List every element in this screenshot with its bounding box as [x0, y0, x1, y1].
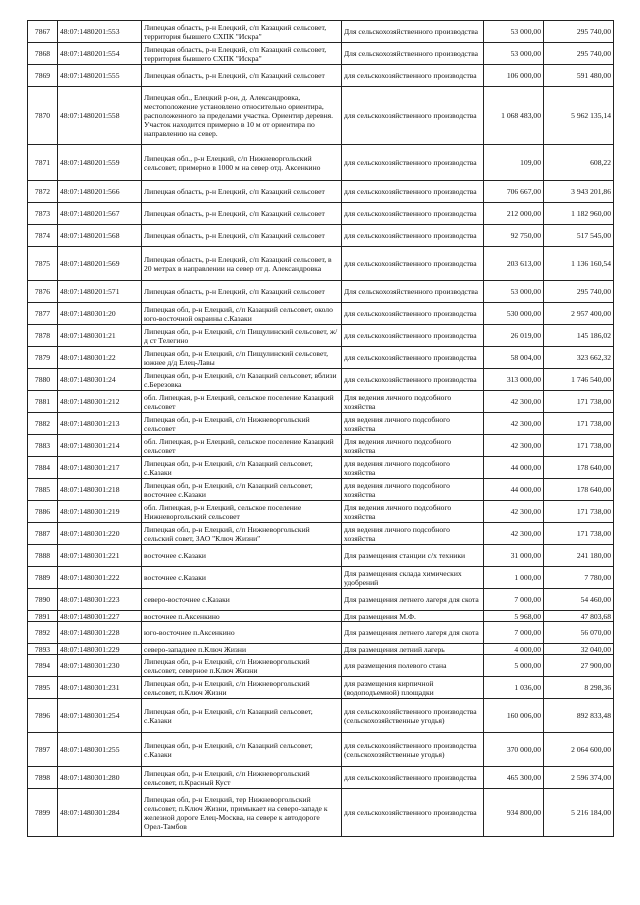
permitted-use-cell: для сельскохозяйственного производства — [342, 203, 484, 225]
area-cell: 42 300,00 — [484, 523, 544, 545]
area-cell: 42 300,00 — [484, 413, 544, 435]
cadastral-number-cell: 48:07:1480201:559 — [58, 145, 142, 181]
cadastral-number-cell: 48:07:1480301:214 — [58, 435, 142, 457]
cadastral-number-cell: 48:07:1480301:222 — [58, 567, 142, 589]
cadastral-number-cell: 48:07:1480301:219 — [58, 501, 142, 523]
table-row — [28, 789, 614, 837]
table-row — [28, 457, 614, 479]
table-row — [28, 589, 614, 611]
permitted-use-cell: для ведения личного подсобного хозяйства — [342, 479, 484, 501]
document-page — [27, 20, 613, 837]
address-cell: Липецкая область, р-н Елецкий, с/п Казацкий сельсовет, территория бывшего СХПК "Искра" — [142, 21, 342, 43]
area-cell: 42 300,00 — [484, 501, 544, 523]
table-row — [28, 225, 614, 247]
cadastral-number-cell: 48:07:1480301:22 — [58, 347, 142, 369]
row-number-cell: 7880 — [28, 369, 58, 391]
row-number-cell: 7876 — [28, 281, 58, 303]
area-cell: 53 000,00 — [484, 21, 544, 43]
cadastral-value-cell: 1 746 540,00 — [544, 369, 614, 391]
cadastral-number-cell: 48:07:1480301:223 — [58, 589, 142, 611]
table-row — [28, 435, 614, 457]
area-cell: 109,00 — [484, 145, 544, 181]
permitted-use-cell: Для сельскохозяйственного производства — [342, 281, 484, 303]
address-cell: Липецкая область, р-н Елецкий, с/п Казацкий сельсовет, территория бывшего СХПК "Искра" — [142, 43, 342, 65]
permitted-use-cell: для ведения личного подсобного хозяйства — [342, 523, 484, 545]
cadastral-value-cell: 5 962 135,14 — [544, 87, 614, 145]
cadastral-value-cell: 591 480,00 — [544, 65, 614, 87]
address-cell: северо-восточнее с.Казаки — [142, 589, 342, 611]
table-row — [28, 767, 614, 789]
area-cell: 106 000,00 — [484, 65, 544, 87]
area-cell: 160 006,00 — [484, 699, 544, 733]
cadastral-number-cell: 48:07:1480301:212 — [58, 391, 142, 413]
permitted-use-cell: для сельскохозяйственного производства — [342, 181, 484, 203]
row-number-cell: 7899 — [28, 789, 58, 837]
cadastral-number-cell: 48:07:1480301:220 — [58, 523, 142, 545]
row-number-cell: 7893 — [28, 644, 58, 655]
area-cell: 7 000,00 — [484, 622, 544, 644]
row-number-cell: 7874 — [28, 225, 58, 247]
table-row — [28, 611, 614, 622]
table-row — [28, 281, 614, 303]
cadastral-value-cell: 171 738,00 — [544, 435, 614, 457]
address-cell: Липецкая обл, р-н Елецкий, с/п Нижневоргольский сельсовет, п.Красный Куст — [142, 767, 342, 789]
row-number-cell: 7885 — [28, 479, 58, 501]
address-cell: Липецкая обл., р-н Елецкий, с/п Нижневоргольский сельсовет, примерно в 1000 м на север отд. Аксенкино — [142, 145, 342, 181]
address-cell: Липецкая область, р-н Елецкий, с/п Казацкий сельсовет — [142, 65, 342, 87]
area-cell: 706 667,00 — [484, 181, 544, 203]
cadastral-number-cell: 48:07:1480301:229 — [58, 644, 142, 655]
area-cell: 42 300,00 — [484, 435, 544, 457]
cadastral-value-cell: 27 900,00 — [544, 655, 614, 677]
cadastral-value-cell: 171 738,00 — [544, 391, 614, 413]
permitted-use-cell: для сельскохозяйственного производства — [342, 247, 484, 281]
table-row — [28, 677, 614, 699]
cadastral-value-cell: 5 216 184,00 — [544, 789, 614, 837]
address-cell: Липецкая обл, р-н Елецкий, с/п Нижневоргольский сельский совет, ЗАО "Ключ Жизни" — [142, 523, 342, 545]
area-cell: 26 019,00 — [484, 325, 544, 347]
table-row — [28, 347, 614, 369]
row-number-cell: 7871 — [28, 145, 58, 181]
address-cell: Липецкая обл, р-н Елецкий, с/п Казацкий сельсовет, около юго-восточной окраины с.Казаки — [142, 303, 342, 325]
permitted-use-cell: для сельскохозяйственного производства (сельскохозяйственные угодья) — [342, 733, 484, 767]
address-cell: Липецкая обл, р-н Елецкий, с/п Казацкий сельсовет, с.Казаки — [142, 699, 342, 733]
cadastral-value-cell: 1 182 960,00 — [544, 203, 614, 225]
permitted-use-cell: Для размещения летний лагерь — [342, 644, 484, 655]
cadastral-number-cell: 48:07:1480301:221 — [58, 545, 142, 567]
address-cell: обл. Липецкая, р-н Елецкий, сельское поселение Казацкий сельсовет — [142, 391, 342, 413]
row-number-cell: 7869 — [28, 65, 58, 87]
area-cell: 370 000,00 — [484, 733, 544, 767]
table-row — [28, 655, 614, 677]
cadastral-number-cell: 48:07:1480301:280 — [58, 767, 142, 789]
table-body — [28, 21, 614, 837]
table-row — [28, 413, 614, 435]
area-cell: 44 000,00 — [484, 479, 544, 501]
row-number-cell: 7882 — [28, 413, 58, 435]
row-number-cell: 7873 — [28, 203, 58, 225]
address-cell: Липецкая обл, р-н Елецкий, с/п Нижневоргольский сельсовет — [142, 413, 342, 435]
cadastral-number-cell: 48:07:1480201:558 — [58, 87, 142, 145]
table-row — [28, 567, 614, 589]
table-row — [28, 733, 614, 767]
area-cell: 934 800,00 — [484, 789, 544, 837]
cadastral-number-cell: 48:07:1480201:567 — [58, 203, 142, 225]
permitted-use-cell: Для размещения склада химических удобрений — [342, 567, 484, 589]
row-number-cell: 7881 — [28, 391, 58, 413]
row-number-cell: 7896 — [28, 699, 58, 733]
area-cell: 5 968,00 — [484, 611, 544, 622]
cadastral-value-cell: 54 460,00 — [544, 589, 614, 611]
address-cell: восточнее с.Казаки — [142, 545, 342, 567]
permitted-use-cell: для размещения кирпичной (водоподъемной) площадки — [342, 677, 484, 699]
cadastral-value-cell: 241 180,00 — [544, 545, 614, 567]
permitted-use-cell: Для сельскохозяйственного производства — [342, 21, 484, 43]
area-cell: 313 000,00 — [484, 369, 544, 391]
address-cell: Липецкая область, р-н Елецкий, с/п Казацкий сельсовет — [142, 225, 342, 247]
cadastral-number-cell: 48:07:1480201:571 — [58, 281, 142, 303]
row-number-cell: 7891 — [28, 611, 58, 622]
address-cell: Липецкая обл, р-н Елецкий, с/п Пищулинский сельсовет, южнее д/д Елец-Лавы — [142, 347, 342, 369]
row-number-cell: 7883 — [28, 435, 58, 457]
table-row — [28, 43, 614, 65]
permitted-use-cell: для сельскохозяйственного производства — [342, 789, 484, 837]
address-cell: Липецкая обл, р-н Елецкий, с/п Казацкий сельсовет, вблизи с.Березовка — [142, 369, 342, 391]
cadastral-value-cell: 47 803,68 — [544, 611, 614, 622]
address-cell: юго-восточнее п.Аксенкино — [142, 622, 342, 644]
row-number-cell: 7875 — [28, 247, 58, 281]
permitted-use-cell: Для ведения личного подсобного хозяйства — [342, 435, 484, 457]
cadastral-value-cell: 2 064 600,00 — [544, 733, 614, 767]
permitted-use-cell: для сельскохозяйственного производства — [342, 303, 484, 325]
row-number-cell: 7897 — [28, 733, 58, 767]
cadastral-value-cell: 56 070,00 — [544, 622, 614, 644]
table-row — [28, 325, 614, 347]
cadastral-number-cell: 48:07:1480301:231 — [58, 677, 142, 699]
row-number-cell: 7879 — [28, 347, 58, 369]
table-row — [28, 699, 614, 733]
cadastral-value-cell: 178 640,00 — [544, 457, 614, 479]
address-cell: Липецкая область, р-н Елецкий, с/п Казацкий сельсовет, в 20 метрах в направлении на север от д. Александровка — [142, 247, 342, 281]
area-cell: 203 613,00 — [484, 247, 544, 281]
table-row — [28, 501, 614, 523]
address-cell: Липецкая обл, р-н Елецкий, с/п Казацкий сельсовет, восточнее с.Казаки — [142, 479, 342, 501]
table-row — [28, 181, 614, 203]
area-cell: 92 750,00 — [484, 225, 544, 247]
row-number-cell: 7894 — [28, 655, 58, 677]
permitted-use-cell: Для ведения личного подсобного хозяйства — [342, 391, 484, 413]
table-row — [28, 479, 614, 501]
address-cell: Липецкая обл, р-н Елецкий, с/п Нижневоргольский сельсовет, северное п.Ключ Жизни — [142, 655, 342, 677]
table-row — [28, 523, 614, 545]
table-row — [28, 391, 614, 413]
permitted-use-cell: Для ведения личного подсобного хозяйства — [342, 501, 484, 523]
cadastral-value-cell: 295 740,00 — [544, 281, 614, 303]
permitted-use-cell: Для размещения летнего лагеря для скота — [342, 622, 484, 644]
permitted-use-cell: для ведения личного подсобного хозяйства — [342, 413, 484, 435]
cadastral-value-cell: 608,22 — [544, 145, 614, 181]
row-number-cell: 7878 — [28, 325, 58, 347]
cadastral-value-cell: 7 780,00 — [544, 567, 614, 589]
cadastral-value-cell: 2 957 400,00 — [544, 303, 614, 325]
cadastral-value-cell: 171 738,00 — [544, 501, 614, 523]
address-cell: Липецкая обл., Елецкий р-он, д. Александровка, местоположение установлено относительно ориентира, расположенного за пределами участка. Ориентир деревня. Участок находится примерно в 10 м от ориентира по направлению на север. — [142, 87, 342, 145]
cadastral-value-cell: 171 738,00 — [544, 413, 614, 435]
land-plots-table — [27, 20, 614, 837]
area-cell: 7 000,00 — [484, 589, 544, 611]
area-cell: 4 000,00 — [484, 644, 544, 655]
row-number-cell: 7890 — [28, 589, 58, 611]
area-cell: 5 000,00 — [484, 655, 544, 677]
area-cell: 42 300,00 — [484, 391, 544, 413]
cadastral-number-cell: 48:07:1480301:21 — [58, 325, 142, 347]
row-number-cell: 7895 — [28, 677, 58, 699]
address-cell: Липецкая обл, р-н Елецкий, тер Нижневоргольский сельсовет, п.Ключ Жизни, примыкает на северо-западе к железной дороге Елец-Москва, на севере к автодороге Орел-Тамбов — [142, 789, 342, 837]
address-cell: восточнее с.Казаки — [142, 567, 342, 589]
table-row — [28, 21, 614, 43]
address-cell: Липецкая обл, р-н Елецкий, с/п Казацкий сельсовет, с.Казаки — [142, 457, 342, 479]
table-row — [28, 622, 614, 644]
cadastral-value-cell: 295 740,00 — [544, 43, 614, 65]
permitted-use-cell: для сельскохозяйственного производства — [342, 65, 484, 87]
row-number-cell: 7867 — [28, 21, 58, 43]
area-cell: 58 004,00 — [484, 347, 544, 369]
area-cell: 1 036,00 — [484, 677, 544, 699]
cadastral-value-cell: 1 136 160,54 — [544, 247, 614, 281]
cadastral-number-cell: 48:07:1480301:24 — [58, 369, 142, 391]
cadastral-number-cell: 48:07:1480201:554 — [58, 43, 142, 65]
permitted-use-cell: Для размещения М.Ф. — [342, 611, 484, 622]
area-cell: 53 000,00 — [484, 281, 544, 303]
address-cell: обл. Липецкая, р-н Елецкий, сельское поселение Нижневоргольский сельсовет — [142, 501, 342, 523]
cadastral-number-cell: 48:07:1480301:230 — [58, 655, 142, 677]
cadastral-value-cell: 178 640,00 — [544, 479, 614, 501]
cadastral-number-cell: 48:07:1480201:569 — [58, 247, 142, 281]
cadastral-value-cell: 145 186,02 — [544, 325, 614, 347]
table-row — [28, 303, 614, 325]
cadastral-value-cell: 892 833,48 — [544, 699, 614, 733]
address-cell: Липецкая область, р-н Елецкий, с/п Казацкий сельсовет — [142, 281, 342, 303]
area-cell: 530 000,00 — [484, 303, 544, 325]
cadastral-value-cell: 8 298,36 — [544, 677, 614, 699]
area-cell: 1 000,00 — [484, 567, 544, 589]
table-row — [28, 644, 614, 655]
cadastral-number-cell: 48:07:1480301:255 — [58, 733, 142, 767]
permitted-use-cell: для сельскохозяйственного производства — [342, 767, 484, 789]
table-row — [28, 145, 614, 181]
address-cell: Липецкая область, р-н Елецкий, с/п Казацкий сельсовет — [142, 203, 342, 225]
cadastral-number-cell: 48:07:1480301:217 — [58, 457, 142, 479]
row-number-cell: 7868 — [28, 43, 58, 65]
table-row — [28, 369, 614, 391]
row-number-cell: 7884 — [28, 457, 58, 479]
address-cell: Липецкая обл, р-н Елецкий, с/п Нижневоргольский сельсовет, п.Ключ Жизни — [142, 677, 342, 699]
cadastral-number-cell: 48:07:1480301:213 — [58, 413, 142, 435]
row-number-cell: 7886 — [28, 501, 58, 523]
cadastral-number-cell: 48:07:1480201:568 — [58, 225, 142, 247]
cadastral-number-cell: 48:07:1480301:284 — [58, 789, 142, 837]
row-number-cell: 7872 — [28, 181, 58, 203]
address-cell: Липецкая область, р-н Елецкий, с/п Казацкий сельсовет — [142, 181, 342, 203]
cadastral-number-cell: 48:07:1480201:553 — [58, 21, 142, 43]
area-cell: 465 300,00 — [484, 767, 544, 789]
area-cell: 31 000,00 — [484, 545, 544, 567]
cadastral-number-cell: 48:07:1480201:555 — [58, 65, 142, 87]
address-cell: Липецкая обл, р-н Елецкий, с/п Казацкий сельсовет, с.Казаки — [142, 733, 342, 767]
table-row — [28, 65, 614, 87]
table-row — [28, 545, 614, 567]
table-row — [28, 247, 614, 281]
area-cell: 1 068 483,00 — [484, 87, 544, 145]
permitted-use-cell: для сельскохозяйственного производства — [342, 225, 484, 247]
area-cell: 44 000,00 — [484, 457, 544, 479]
area-cell: 212 000,00 — [484, 203, 544, 225]
permitted-use-cell: для сельскохозяйственного производства — [342, 347, 484, 369]
permitted-use-cell: для размещения полевого стана — [342, 655, 484, 677]
permitted-use-cell: для сельскохозяйственного производства — [342, 145, 484, 181]
address-cell: восточнее п.Аксенкино — [142, 611, 342, 622]
cadastral-number-cell: 48:07:1480201:566 — [58, 181, 142, 203]
permitted-use-cell: для сельскохозяйственного производства — [342, 369, 484, 391]
table-row — [28, 203, 614, 225]
row-number-cell: 7877 — [28, 303, 58, 325]
cadastral-value-cell: 32 040,00 — [544, 644, 614, 655]
cadastral-number-cell: 48:07:1480301:228 — [58, 622, 142, 644]
address-cell: обл. Липецкая, р-н Елецкий, сельское поселение Казацкий сельсовет — [142, 435, 342, 457]
row-number-cell: 7892 — [28, 622, 58, 644]
permitted-use-cell: Для сельскохозяйственного производства — [342, 43, 484, 65]
row-number-cell: 7887 — [28, 523, 58, 545]
cadastral-number-cell: 48:07:1480301:218 — [58, 479, 142, 501]
cadastral-value-cell: 517 545,00 — [544, 225, 614, 247]
permitted-use-cell: для ведения личного подсобного хозяйства — [342, 457, 484, 479]
address-cell: Липецкая обл, р-н Елецкий, с/п Пищулинский сельсовет, ж/д ст Телегино — [142, 325, 342, 347]
cadastral-value-cell: 323 662,32 — [544, 347, 614, 369]
permitted-use-cell: Для размещения станции с/х техники — [342, 545, 484, 567]
permitted-use-cell: для сельскохозяйственного производства — [342, 325, 484, 347]
permitted-use-cell: для сельскохозяйственного производства (сельскохозяйственные угодья) — [342, 699, 484, 733]
cadastral-number-cell: 48:07:1480301:254 — [58, 699, 142, 733]
row-number-cell: 7898 — [28, 767, 58, 789]
permitted-use-cell: Для размещения летнего лагеря для скота — [342, 589, 484, 611]
row-number-cell: 7888 — [28, 545, 58, 567]
row-number-cell: 7889 — [28, 567, 58, 589]
cadastral-value-cell: 171 738,00 — [544, 523, 614, 545]
cadastral-number-cell: 48:07:1480301:20 — [58, 303, 142, 325]
cadastral-value-cell: 295 740,00 — [544, 21, 614, 43]
table-row — [28, 87, 614, 145]
cadastral-value-cell: 2 596 374,00 — [544, 767, 614, 789]
row-number-cell: 7870 — [28, 87, 58, 145]
address-cell: северо-западнее п.Ключ Жизни — [142, 644, 342, 655]
area-cell: 53 000,00 — [484, 43, 544, 65]
permitted-use-cell: для сельскохозяйственного производства — [342, 87, 484, 145]
cadastral-number-cell: 48:07:1480301:227 — [58, 611, 142, 622]
cadastral-value-cell: 3 943 201,86 — [544, 181, 614, 203]
